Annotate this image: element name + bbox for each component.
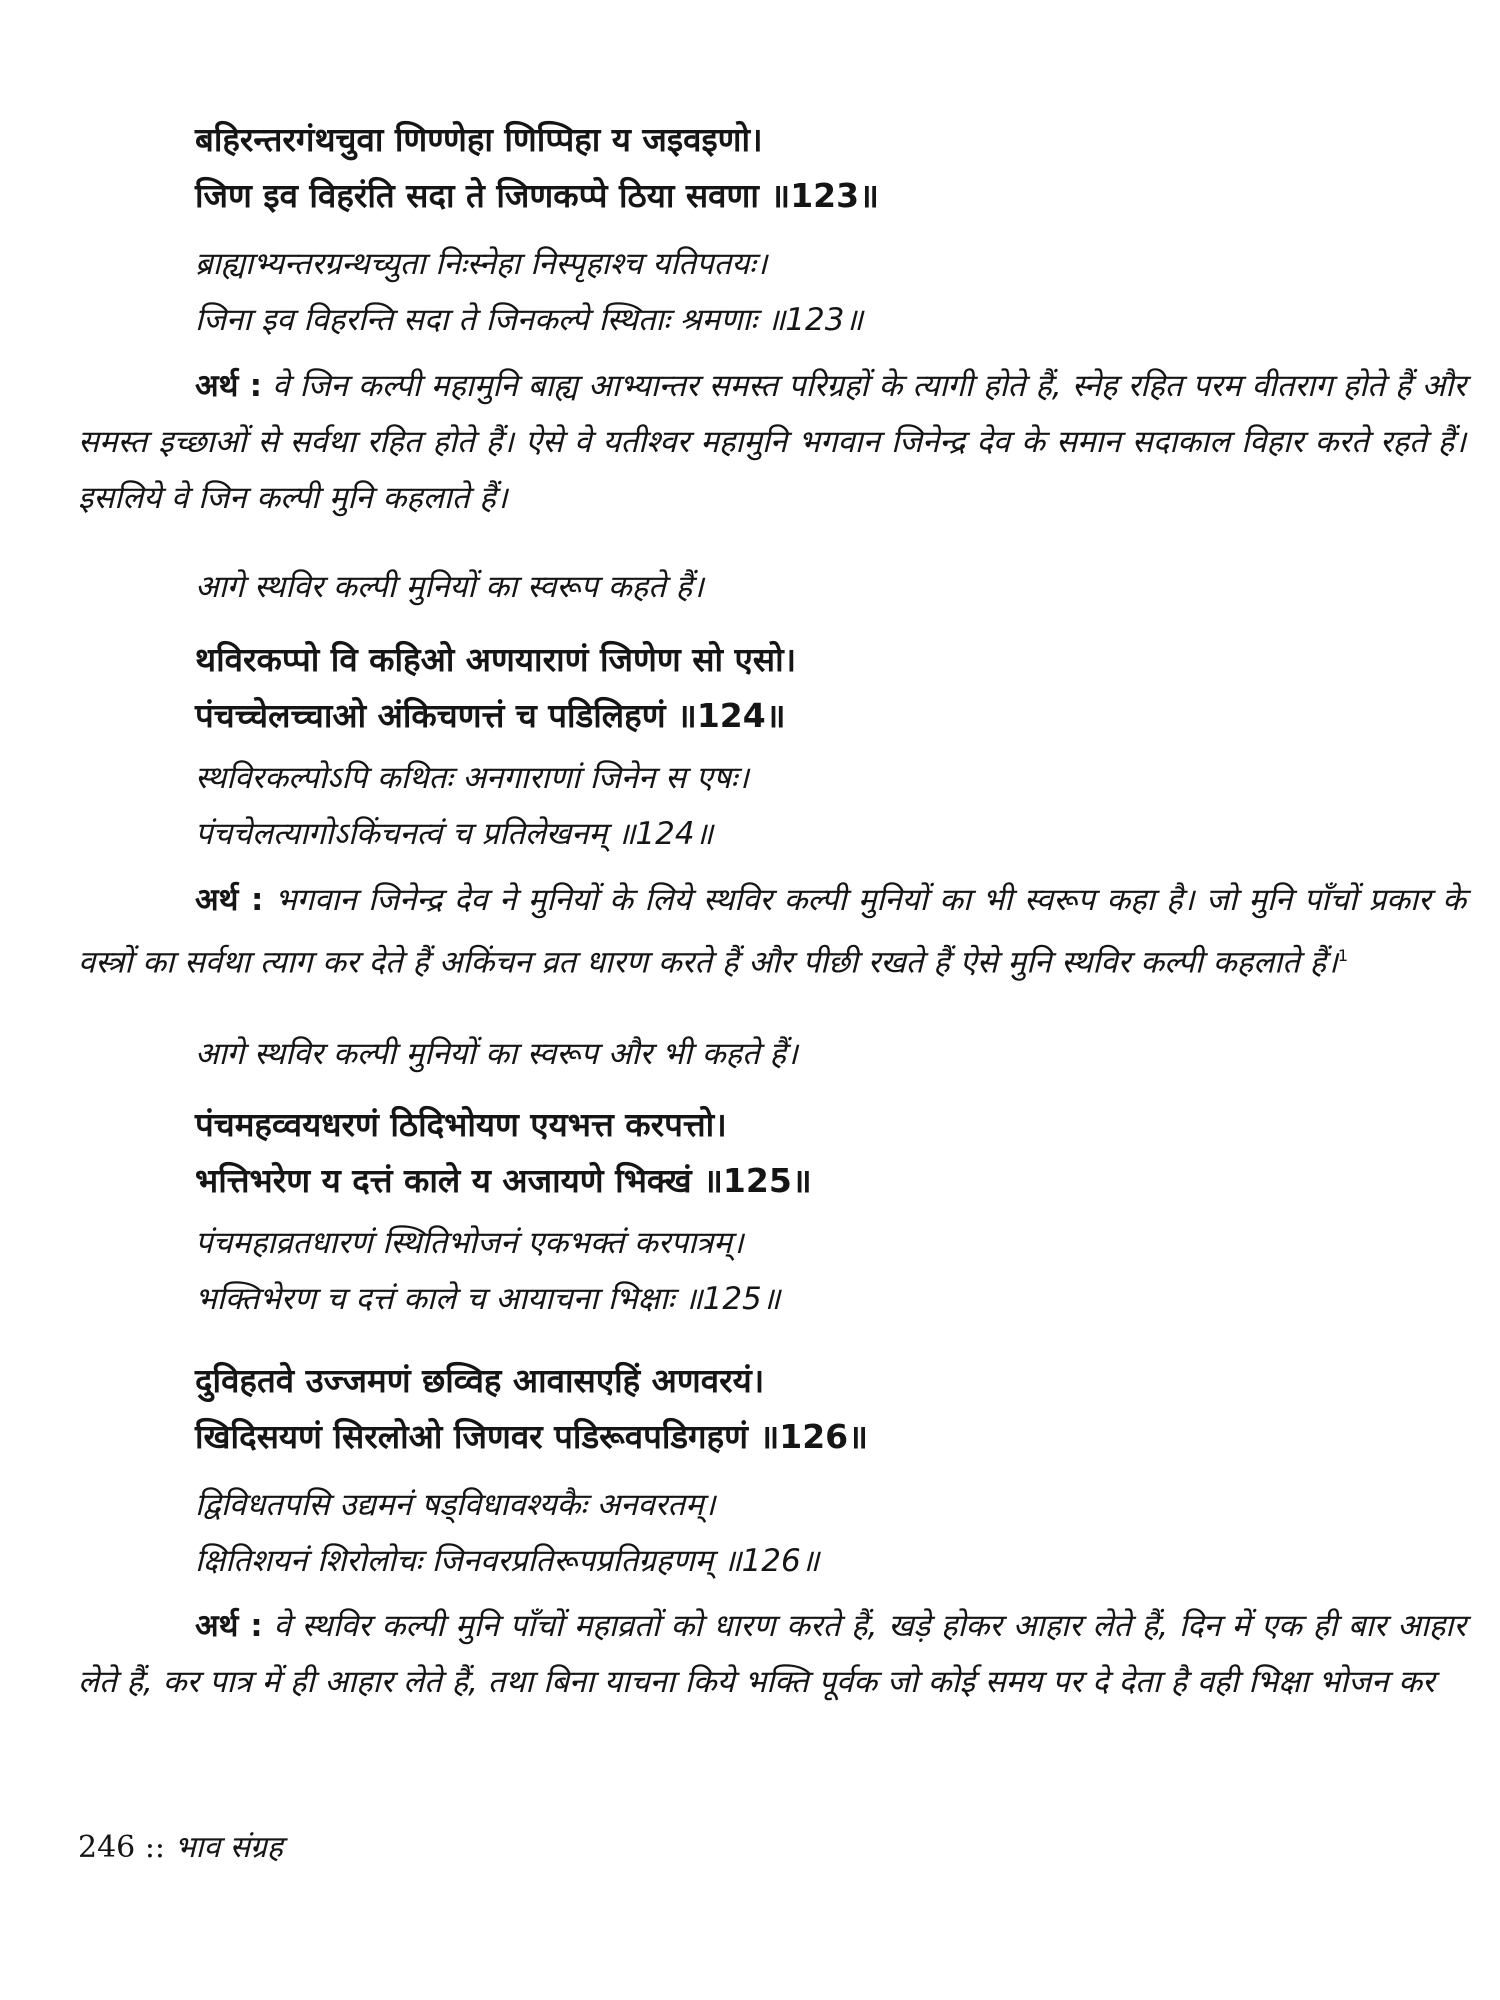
intro-125: आगे स्थविर कल्पी मुनियों का स्वरूप और भी कहते हैं। bbox=[195, 1036, 798, 1072]
verse-line: थविरकप्पो वि कहिओ अणयाराणं जिणेण सो एसो। bbox=[195, 640, 797, 679]
verse-124-sanskrit bbox=[195, 750, 1435, 862]
meaning-125-126 bbox=[78, 1598, 1466, 1710]
verse-line: भत्तिभरेण य दत्तं काले य अजायणे भिक्खं ॥125॥ bbox=[195, 1161, 812, 1200]
meaning-text: वे स्थविर कल्पी मुनि पाँचों महाव्रतों को धारण करते हैं, खड़े होकर आहार लेते हैं, दिन में एक ही बार आहार लेते हैं, कर पात्र में ही आहार लेते हैं, तथा बिना याचना किये भक्ति पूर्वक जो कोई समय पर दे देता है वही भिक्षा भोजन कर bbox=[78, 1608, 1466, 1700]
verse-125-prakrit bbox=[195, 1097, 1435, 1209]
verse-123-sanskrit bbox=[195, 236, 1435, 348]
sanskrit-line: स्थविरकल्पोऽपि कथितः अनगाराणां जिनेन स एषः। bbox=[195, 760, 749, 796]
sanskrit-line: पंचचेलत्यागोऽकिंचनत्वं च प्रतिलेखनम् ॥124॥ bbox=[195, 816, 714, 852]
sanskrit-line: जिना इव विहरन्ति सदा ते जिनकल्पे स्थिताः श्रमणाः ॥123॥ bbox=[195, 302, 864, 338]
sanskrit-line: भक्तिभेरण च दत्तं काले च आयाचना भिक्षाः ॥125॥ bbox=[195, 1281, 781, 1317]
footnote-marker: 1 bbox=[1337, 946, 1349, 965]
verse-line: खिदिसयणं सिरलोओ जिणवर पडिरूवपडिगहणं ॥126॥ bbox=[195, 1417, 868, 1456]
artha-label: अर्थ : bbox=[195, 882, 264, 918]
page-number: 246 bbox=[78, 1830, 136, 1865]
meaning-123 bbox=[78, 358, 1466, 526]
verse-124-prakrit bbox=[195, 632, 1435, 744]
verse-126-prakrit bbox=[195, 1353, 1435, 1465]
page-footer bbox=[78, 1828, 283, 1868]
artha-label: अर्थ : bbox=[195, 368, 262, 404]
verse-line: जिण इव विहरंति सदा ते जिणकप्पे ठिया सवणा ॥123॥ bbox=[195, 176, 879, 215]
footer-separator: :: bbox=[144, 1830, 166, 1865]
sanskrit-line: द्विविधतपसि उद्यमनं षड्विधावश्यकैः अनवरतम्। bbox=[195, 1487, 716, 1523]
sanskrit-line: पंचमहाव्रतधारणं स्थितिभोजनं एकभक्तं करपात्रम्। bbox=[195, 1225, 744, 1261]
book-title: भाव संग्रह bbox=[174, 1830, 283, 1865]
verse-line: पंचमहव्वयधरणं ठिदिभोयण एयभत्त करपत्तो। bbox=[195, 1105, 727, 1144]
meaning-text: वे जिन कल्पी महामुनि बाह्य आभ्यान्तर समस्त परिग्रहों के त्यागी होते हैं, स्नेह रहित परम वीतराग होते हैं और समस्त इच्छाओं से सर्वथा रहित होते हैं। ऐसे वे यतीश्वर महामुनि भगवान जिनेन्द्र देव के समान सदाकाल विहार करते रहते हैं। इसलिये वे जिन कल्पी मुनि कहलाते हैं। bbox=[78, 368, 1466, 516]
verse-line: पंचच्चेलच्चाओ अंकिचणत्तं च पडिलिहणं ॥124॥ bbox=[195, 696, 786, 735]
meaning-124 bbox=[78, 872, 1466, 990]
sanskrit-line: क्षितिशयनं शिरोलोचः जिनवरप्रतिरूपप्रतिग्रहणम् ॥126॥ bbox=[195, 1543, 820, 1579]
artha-label: अर्थ : bbox=[195, 1608, 263, 1644]
sanskrit-line: ब्राह्याभ्यन्तरग्रन्थच्युता निःस्नेहा निस्पृहाश्च यतिपतयः। bbox=[195, 246, 768, 282]
verse-line: दुविहतवे उज्जमणं छव्विह आवासएहिं अणवरयं। bbox=[195, 1361, 765, 1400]
verse-126-sanskrit bbox=[195, 1477, 1435, 1589]
verse-line: बहिरन्तरगंथचुवा णिण्णेहा णिप्पिहा य जइवइणो। bbox=[195, 120, 763, 159]
intro-124: आगे स्थविर कल्पी मुनियों का स्वरूप कहते हैं। bbox=[195, 569, 704, 605]
verse-123-prakrit bbox=[195, 112, 1435, 224]
meaning-text: भगवान जिनेन्द्र देव ने मुनियों के लिये स्थविर कल्पी मुनियों का भी स्वरूप कहा है। जो मुनि पाँचों प्रकार के वस्त्रों का सर्वथा त्याग कर देते हैं अकिंचन व्रत धारण करते हैं और पीछी रखते हैं ऐसे मुनि स्थविर कल्पी कहलाते हैं। bbox=[78, 882, 1466, 981]
verse-125-sanskrit bbox=[195, 1215, 1435, 1327]
